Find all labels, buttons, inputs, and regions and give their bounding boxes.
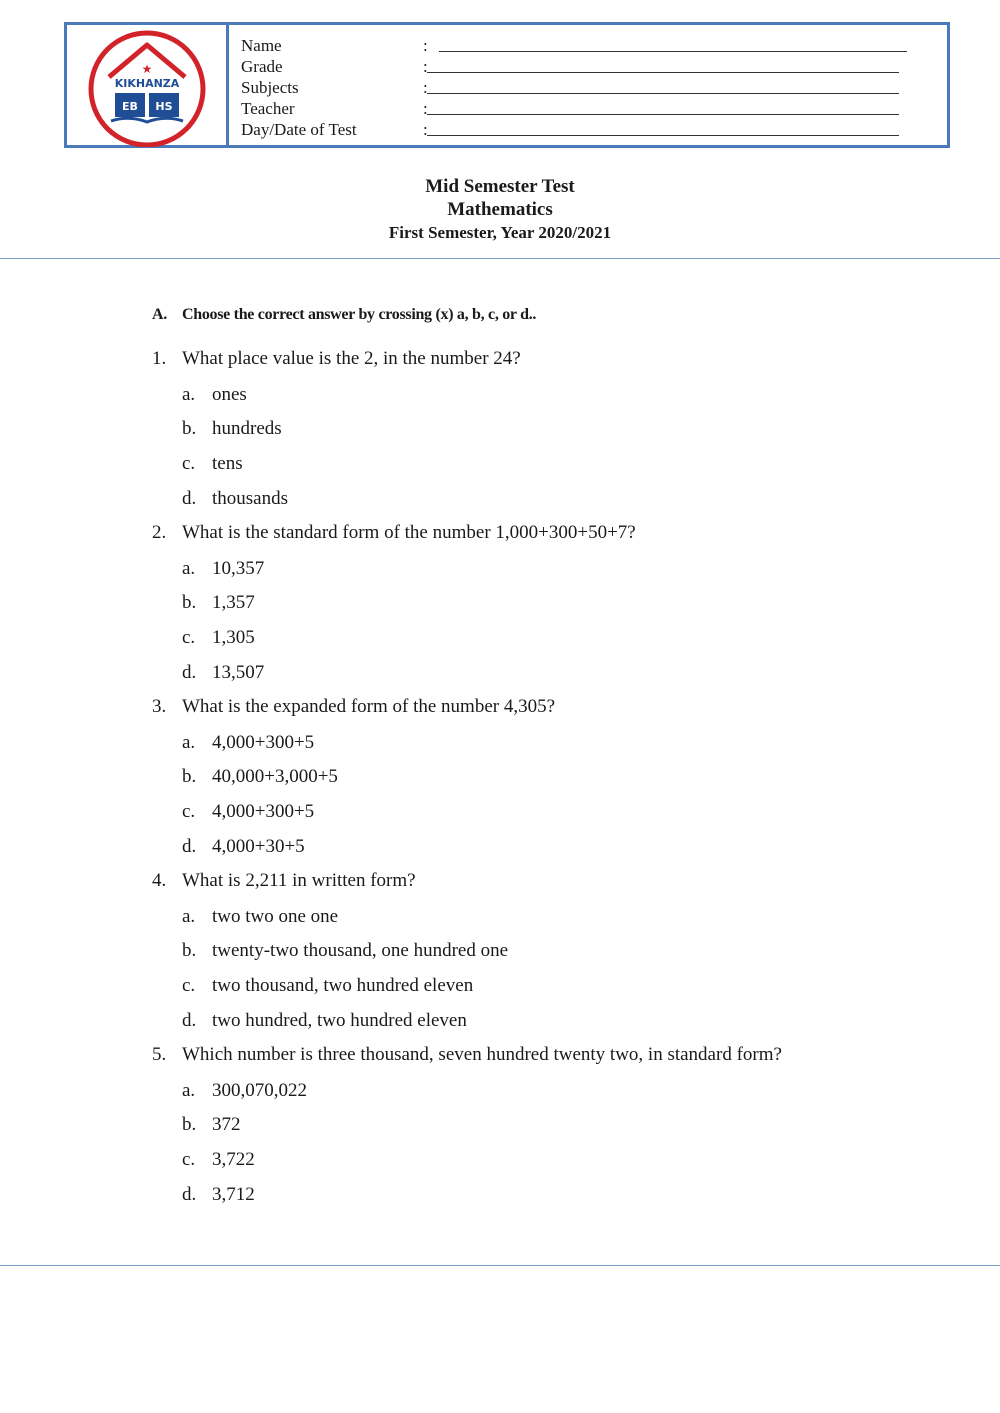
logo-cell xyxy=(67,25,229,145)
option-letter: c. xyxy=(182,1149,196,1170)
semester-year: First Semester, Year 2020/2021 xyxy=(388,223,612,242)
subject-name: Mathematics xyxy=(447,199,553,220)
name-field[interactable] xyxy=(241,35,947,56)
answer-option[interactable] xyxy=(182,766,338,788)
logo-right-text: HS xyxy=(155,100,173,113)
field-colon: : xyxy=(423,120,428,139)
option-letter: d. xyxy=(182,488,197,509)
answer-option[interactable] xyxy=(182,1184,255,1206)
field-label: Grade xyxy=(241,57,283,76)
answer-option[interactable] xyxy=(182,1080,307,1102)
option-text: two two one one xyxy=(212,906,339,927)
option-letter: d. xyxy=(182,1010,197,1031)
option-letter: b. xyxy=(182,766,197,787)
answer-line[interactable] xyxy=(439,51,907,52)
option-text: 3,722 xyxy=(212,1149,255,1170)
option-text: 4,000+300+5 xyxy=(212,801,315,822)
field-colon: : xyxy=(423,36,428,55)
teacher-field[interactable] xyxy=(241,98,947,119)
field-label: Teacher xyxy=(241,99,295,118)
logo-name-text: KIKHANZA xyxy=(114,77,180,90)
option-letter: c. xyxy=(182,975,196,996)
answer-option[interactable] xyxy=(182,732,314,754)
option-letter: b. xyxy=(182,418,197,439)
option-letter: d. xyxy=(182,836,197,857)
option-letter: b. xyxy=(182,940,197,961)
answer-option[interactable] xyxy=(182,801,314,823)
answer-option[interactable] xyxy=(182,940,508,962)
option-text: tens xyxy=(212,453,243,474)
question-5 xyxy=(152,1044,782,1066)
question-4 xyxy=(152,870,416,892)
question-number: 3. xyxy=(152,696,167,717)
option-text: 4,000+30+5 xyxy=(212,836,305,857)
test-name: Mid Semester Test xyxy=(425,176,575,197)
option-letter: a. xyxy=(182,558,196,579)
option-letter: a. xyxy=(182,384,196,405)
option-text: two hundred, two hundred eleven xyxy=(212,1010,467,1031)
answer-line[interactable] xyxy=(427,93,899,94)
option-letter: a. xyxy=(182,732,196,753)
answer-option[interactable] xyxy=(182,1010,467,1032)
section-letter: A. xyxy=(152,306,167,323)
question-1 xyxy=(152,348,521,370)
answer-option[interactable] xyxy=(182,1149,255,1171)
question-3 xyxy=(152,696,555,718)
answer-option[interactable] xyxy=(182,906,338,928)
section-instruction xyxy=(152,306,536,324)
top-divider xyxy=(0,258,1000,259)
option-text: 1,305 xyxy=(212,627,255,648)
field-colon: : xyxy=(423,78,428,97)
instruction-text: Choose the correct answer by crossing (x) a, b, c, or d.. xyxy=(182,306,537,323)
question-text: What place value is the 2, in the number 24? xyxy=(182,348,521,369)
question-number: 5. xyxy=(152,1044,167,1065)
option-letter: d. xyxy=(182,662,197,683)
answer-option[interactable] xyxy=(182,384,247,406)
option-text: ones xyxy=(212,384,247,405)
option-text: 372 xyxy=(212,1114,241,1135)
question-number: 2. xyxy=(152,522,167,543)
answer-option[interactable] xyxy=(182,592,255,614)
field-colon: : xyxy=(423,99,428,118)
test-date-field[interactable] xyxy=(241,119,947,140)
bottom-divider xyxy=(0,1265,1000,1266)
option-text: 1,357 xyxy=(212,592,255,613)
option-text: 300,070,022 xyxy=(212,1080,307,1101)
svg-text:★: ★ xyxy=(141,62,153,76)
answer-option[interactable] xyxy=(182,453,243,475)
question-text: What is 2,211 in written form? xyxy=(182,870,416,891)
test-title xyxy=(0,175,1000,244)
info-fields xyxy=(241,35,947,140)
option-text: 40,000+3,000+5 xyxy=(212,766,338,787)
subjects-field[interactable] xyxy=(241,77,947,98)
option-text: 10,357 xyxy=(212,558,265,579)
field-label: Day/Date of Test xyxy=(241,120,357,139)
answer-option[interactable] xyxy=(182,418,282,440)
option-letter: a. xyxy=(182,906,196,927)
option-letter: a. xyxy=(182,1080,196,1101)
field-label: Name xyxy=(241,36,282,55)
question-number: 4. xyxy=(152,870,167,891)
answer-option[interactable] xyxy=(182,975,473,997)
option-letter: b. xyxy=(182,1114,197,1135)
answer-option[interactable] xyxy=(182,488,288,510)
question-2 xyxy=(152,522,636,544)
answer-option[interactable] xyxy=(182,1114,241,1136)
student-info-header xyxy=(64,22,950,148)
option-text: thousands xyxy=(212,488,288,509)
option-text: 3,712 xyxy=(212,1184,255,1205)
answer-option[interactable] xyxy=(182,662,264,684)
grade-field[interactable] xyxy=(241,56,947,77)
question-text: Which number is three thousand, seven hundred twenty two, in standard form? xyxy=(182,1044,782,1065)
option-text: twenty-two thousand, one hundred one xyxy=(212,940,509,961)
answer-line[interactable] xyxy=(427,72,899,73)
answer-line[interactable] xyxy=(427,135,899,136)
option-letter: c. xyxy=(182,627,196,648)
field-colon: : xyxy=(423,57,428,76)
option-text: 13,507 xyxy=(212,662,265,683)
field-label: Subjects xyxy=(241,78,299,97)
option-letter: c. xyxy=(182,453,196,474)
option-text: 4,000+300+5 xyxy=(212,732,315,753)
answer-option[interactable] xyxy=(182,627,255,649)
school-logo xyxy=(87,29,207,147)
question-text: What is the standard form of the number 1,000+300+50+7? xyxy=(182,522,636,543)
answer-option[interactable] xyxy=(182,558,264,580)
option-text: hundreds xyxy=(212,418,282,439)
answer-option[interactable] xyxy=(182,836,305,858)
option-letter: d. xyxy=(182,1184,197,1205)
logo-left-text: EB xyxy=(122,100,138,113)
question-text: What is the expanded form of the number 4,305? xyxy=(182,696,556,717)
question-number: 1. xyxy=(152,348,167,369)
option-letter: c. xyxy=(182,801,196,822)
answer-line[interactable] xyxy=(427,114,899,115)
option-letter: b. xyxy=(182,592,197,613)
option-text: two thousand, two hundred eleven xyxy=(212,975,474,996)
